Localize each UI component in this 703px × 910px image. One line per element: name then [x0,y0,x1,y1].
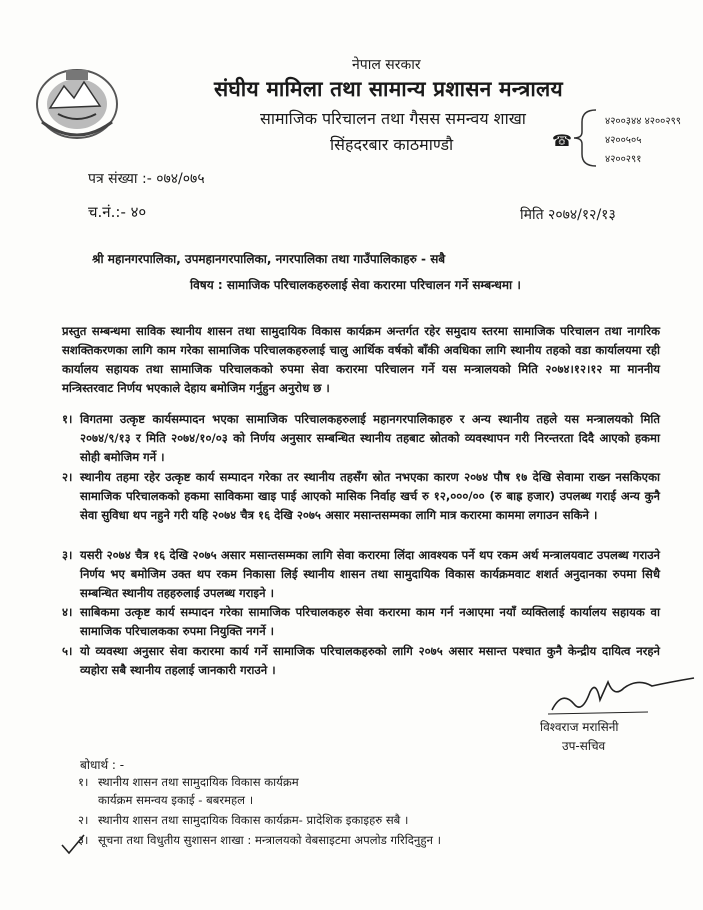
cc-item [78,793,253,808]
item-text: साबिकमा उत्कृष्ट कार्य सम्पादन गरेका सामाजिक परिचालकहरु सेवा करारमा काम गर्न नआएमा नयाँ व्यक्तिलाई कार्यालय सहायक वा सामाजिक परिचालकका रुपमा नियुक्ति नगर्ने । [80,605,660,638]
cc-heading: बोधार्थ : - [80,758,125,772]
item-number: ५। [62,644,73,658]
cc-text: स्थानीय शासन तथा सामुदायिक विकास कार्यक्रम- प्रादेशिक इकाइहरु सबै । [98,813,409,827]
subject-line: विषय : सामाजिक परिचालकहरुलाई सेवा करारमा परिचालन गर्ने सम्बन्धमा । [190,278,521,292]
item-text: यो व्यवस्था अनुसार सेवा करारमा कार्य गर्ने सामाजिक परिचालकहरुको लागि २०७५ असार मसान्त पश्चात कुनै केन्द्रीय दायित्व नरहने व्यहोरा सबै स्थानीय तहलाई जानकारी गराउने । [80,644,660,677]
cc-text: सूचना तथा विधुतीय सुशासन शाखा : मन्त्रालयको वेबसाइटमा अपलोड गरिदिनुहुन । [98,833,442,847]
ministry-title: संघीय मामिला तथा सामान्य प्रशासन मन्त्रालय [214,77,563,101]
reference-number: पत्र संख्या :- ०७४/०७५ [88,171,205,187]
telephone-icon: ☎ [552,131,572,150]
phone-number: ४२००५०५ [605,135,642,146]
item-text: स्थानीय तहमा रहेर उत्कृष्ट कार्य सम्पादन गरेका तर स्थानीय तहसँग स्रोत नभएका कारण २०७४ पौष १७ देखि सेवामा राख्न नसकिएका सामाजिक परिचालकको हकमा साविकमा खाइ पाई आएको मासिक निर्वाह खर्च रु १२,०००/०० (रु बाह्र हजार) उपलब्ध गराई अन्य कुनै सेवा सुविधा थप नहुने गरी यहि २०७४ चैत्र १६ देखि २०७५ असार मसान्तसम्मका लागि मात्र करारमा काममा लगाउन सकिने । [80,470,660,522]
cc-item [78,833,441,848]
nepal-government-emblem-icon [28,62,126,142]
handwritten-signature [548,670,698,718]
phone-numbers [605,112,681,169]
item-number: २। [62,470,73,484]
phone-number: ४२००३४४ ४२००२९९ [605,116,681,127]
item-number: ४। [62,605,73,619]
branch-title: सामाजिक परिचालन तथा गैसस समन्वय शाखा [260,109,526,128]
item-number: १। [62,412,73,426]
item-number: ३। [62,548,73,562]
cc-text: स्थानीय शासन तथा सामुदायिक विकास कार्यक्रम [98,775,299,789]
dispatch-number: च.नं.:- ४० [88,203,147,221]
signatory-title: उप-सचिव [562,739,606,753]
cc-number: ३। [78,833,89,847]
cc-item [78,813,408,828]
signatory-name: विश्वराज मरासिनी [540,720,619,734]
cc-text: कार्यक्रम समन्वय इकाई - बबरमहल । [98,793,254,807]
brace-icon [570,108,598,168]
office-address: सिंहदरबार काठमाण्डौ [330,135,454,154]
letter-date: मिति २०७४/१२/१३ [520,207,616,223]
government-title: नेपाल सरकार [352,57,421,73]
checkmark-icon [60,833,86,855]
cc-number: २। [78,813,89,827]
phone-number: ४२००२९१ [605,154,642,165]
cc-number: १। [78,775,89,789]
body-paragraph: प्रस्तुत सम्बन्धमा साविक स्थानीय शासन तथा सामुदायिक विकास कार्यक्रम अन्तर्गत रहेर समुदाय स्तरमा सामाजिक परिचालन तथा नागरिक सशक्तिकरणका लागि काम गरेका सामाजिक परिचालकहरुलाई चालु आर्थिक वर्षको बाँकी अवधिका लागि स्थानीय तहको वडा कार्यालयमा रही कार्यालय सहायक तथा सामाजिक परिचालकको रुपमा सेवा करारमा परिचालन गर्ने यस मन्त्रालयको मिति २०७४।१२।१२ मा माननीय मन्त्रिस्तरवाट निर्णय भएकाले देहाय बमोजिम गर्नुहुन अनुरोध छ । [62,324,660,395]
cc-item [78,775,299,790]
item-text: विगतमा उत्कृष्ट कार्यसम्पादन भएका सामाजिक परिचालकहरुलाई महानगरपालिकाहरु र अन्य स्थानीय तहले यस मन्त्रालयको मिति २०७४/९/१३ र मिति २०७४/१०/०३ को निर्णय अनुसार सम्बन्धित स्थानीय तहबाट स्रोतको व्यवस्थापन गरी निरन्तरता दिदै आएको हकमा सोही बमोजिम गर्ने । [80,412,660,464]
addressee: श्री महानगरपालिका, उपमहानगरपालिका, नगरपालिका तथा गाउँपालिकाहरु - सबै [92,252,446,266]
item-text: यसरी २०७४ चैत्र १६ देखि २०७५ असार मसान्तसम्मका लागि सेवा करारमा लिंदा आवश्यक पर्ने थप रकम अर्थ मन्त्रालयवाट उपलब्ध गराउने निर्णय भए बमोजिम उक्त थप रकम निकासा लिई स्थानीय शासन तथा सामुदायिक विकास कार्यक्रमवाट शशर्त अनुदानका रुपमा सिधै सम्बन्धित स्थानीय तहहरुलाई उपलब्ध गराइने । [80,548,660,600]
